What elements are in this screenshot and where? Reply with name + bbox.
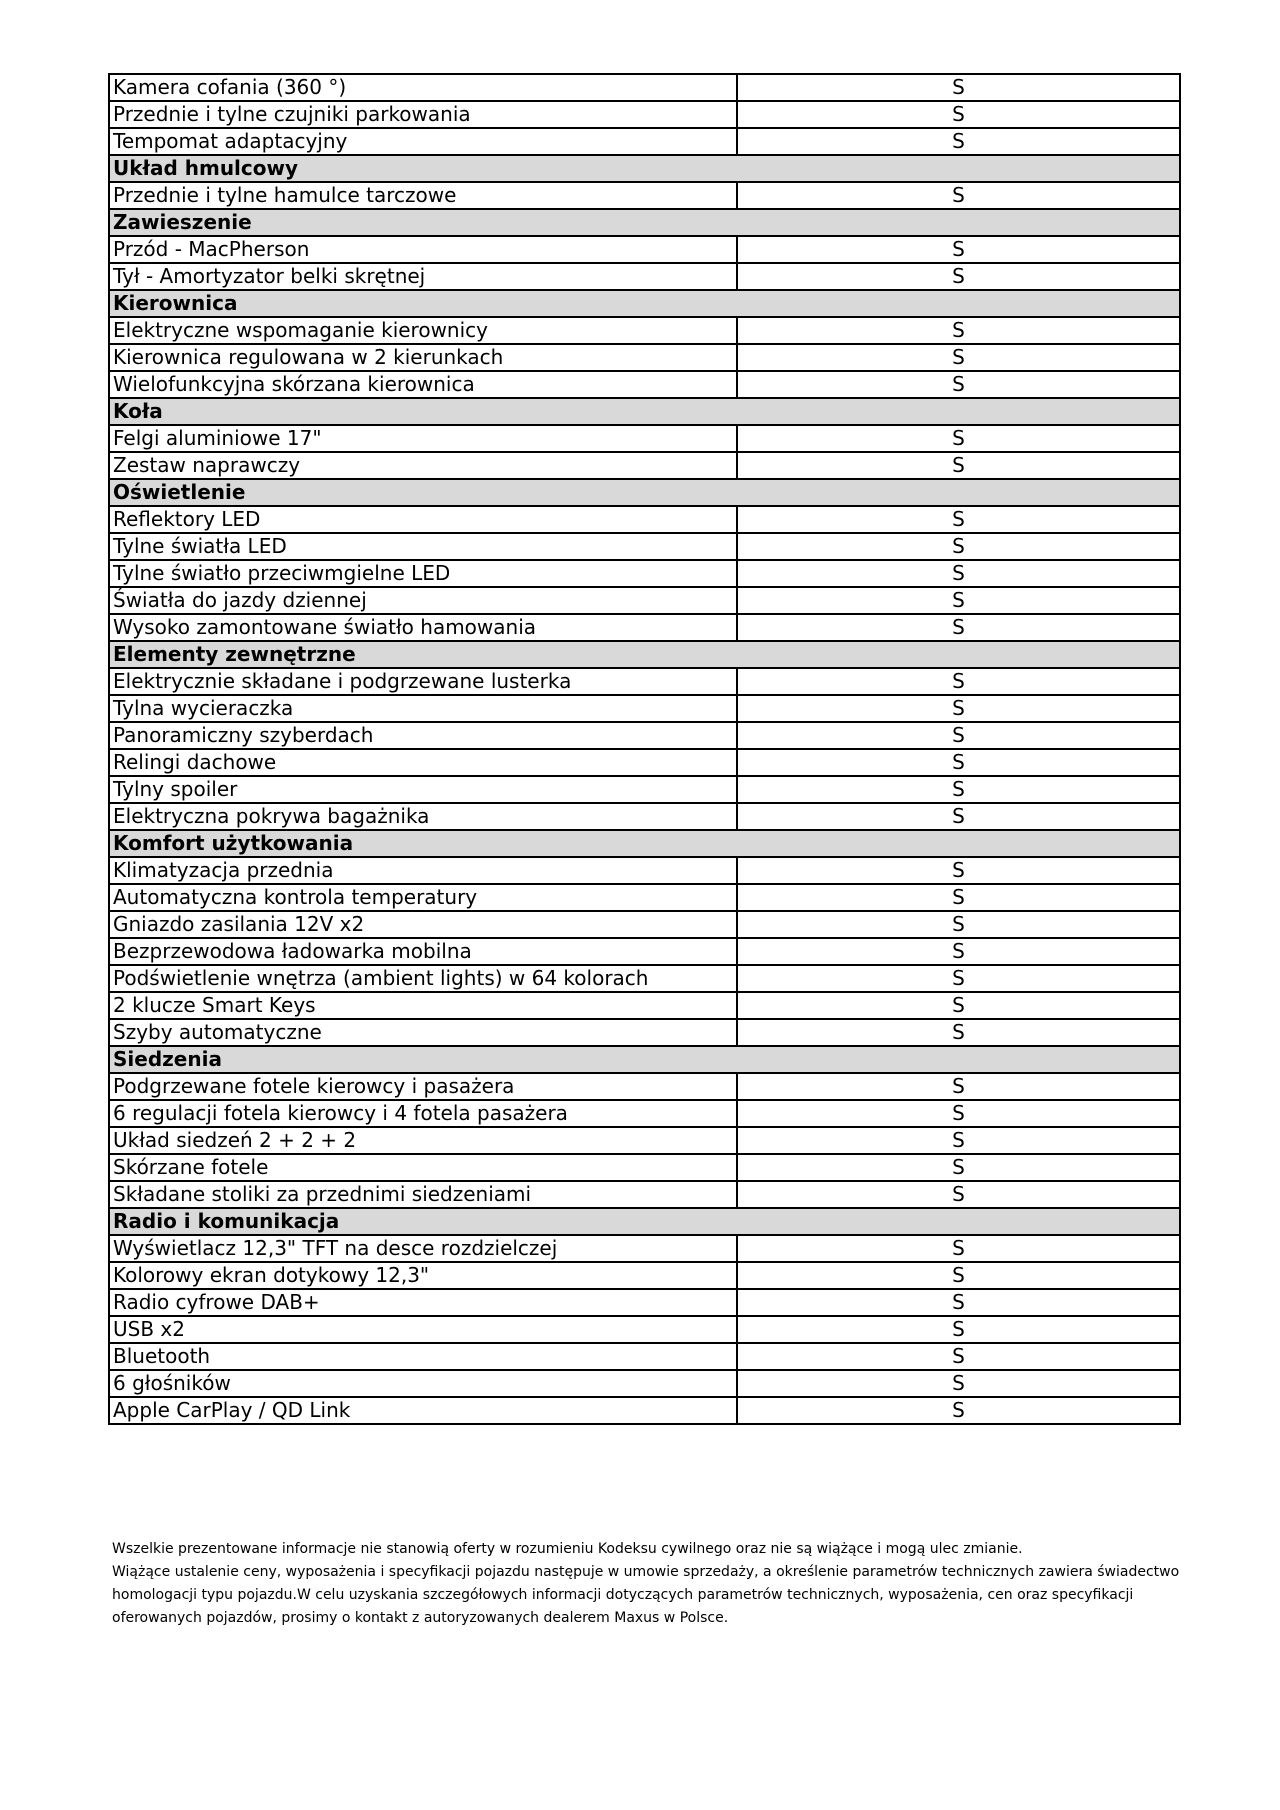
table-row [109, 857, 1180, 884]
feature-name: Automatyczna kontrola temperatury [109, 884, 737, 911]
table-row [109, 911, 1180, 938]
feature-availability: S [737, 722, 1180, 749]
feature-name: Kierownica regulowana w 2 kierunkach [109, 344, 737, 371]
feature-availability: S [737, 776, 1180, 803]
feature-name: Bluetooth [109, 1343, 737, 1370]
feature-availability: S [737, 533, 1180, 560]
feature-availability: S [737, 317, 1180, 344]
feature-name: Relingi dachowe [109, 749, 737, 776]
feature-name: Przód - MacPherson [109, 236, 737, 263]
feature-name: Przednie i tylne czujniki parkowania [109, 101, 737, 128]
table-row [109, 722, 1180, 749]
feature-availability: S [737, 1397, 1180, 1424]
table-row [109, 1235, 1180, 1262]
disclaimer [112, 1538, 1187, 1630]
feature-availability: S [737, 1235, 1180, 1262]
table-row [109, 776, 1180, 803]
table-row [109, 1100, 1180, 1127]
feature-name: Kamera cofania (360 °) [109, 74, 737, 101]
feature-name: Tempomat adaptacyjny [109, 128, 737, 155]
table-row [109, 1019, 1180, 1046]
feature-name: Światła do jazdy dziennej [109, 587, 737, 614]
table-row [109, 803, 1180, 830]
section-title: Oświetlenie [109, 479, 1180, 506]
feature-availability: S [737, 182, 1180, 209]
table-row [109, 560, 1180, 587]
feature-name: Składane stoliki za przednimi siedzeniami [109, 1181, 737, 1208]
feature-name: Podświetlenie wnętrza (ambient lights) w 64 kolorach [109, 965, 737, 992]
feature-availability: S [737, 965, 1180, 992]
feature-availability: S [737, 803, 1180, 830]
feature-availability: S [737, 992, 1180, 1019]
table-row [109, 965, 1180, 992]
feature-availability: S [737, 938, 1180, 965]
feature-availability: S [737, 1289, 1180, 1316]
table-row [109, 533, 1180, 560]
section-header-row [109, 1208, 1180, 1235]
table-row [109, 452, 1180, 479]
feature-availability: S [737, 506, 1180, 533]
section-title: Komfort użytkowania [109, 830, 1180, 857]
feature-availability: S [737, 911, 1180, 938]
feature-availability: S [737, 1019, 1180, 1046]
feature-availability: S [737, 1181, 1180, 1208]
section-header-row [109, 479, 1180, 506]
disclaimer-line-1: Wszelkie prezentowane informacje nie stanowią oferty w rozumieniu Kodeksu cywilnego oraz nie są wiążące i mogą ulec zmianie. [112, 1541, 1023, 1557]
table-row [109, 344, 1180, 371]
section-title: Radio i komunikacja [109, 1208, 1180, 1235]
section-header-row [109, 830, 1180, 857]
table-row [109, 1343, 1180, 1370]
section-header-row [109, 641, 1180, 668]
feature-name: Podgrzewane fotele kierowcy i pasażera [109, 1073, 737, 1100]
table-row [109, 1154, 1180, 1181]
table-row [109, 74, 1180, 101]
feature-name: Bezprzewodowa ładowarka mobilna [109, 938, 737, 965]
feature-availability: S [737, 101, 1180, 128]
section-title: Kierownica [109, 290, 1180, 317]
table-row [109, 1316, 1180, 1343]
feature-name: Przednie i tylne hamulce tarczowe [109, 182, 737, 209]
table-row [109, 506, 1180, 533]
feature-availability: S [737, 1343, 1180, 1370]
table-row [109, 1370, 1180, 1397]
feature-name: Radio cyfrowe DAB+ [109, 1289, 737, 1316]
feature-name: Wysoko zamontowane światło hamowania [109, 614, 737, 641]
feature-availability: S [737, 452, 1180, 479]
feature-name: 2 klucze Smart Keys [109, 992, 737, 1019]
section-header-row [109, 398, 1180, 425]
feature-availability: S [737, 1100, 1180, 1127]
feature-availability: S [737, 884, 1180, 911]
equipment-table-body [109, 74, 1180, 1424]
feature-name: Gniazdo zasilania 12V x2 [109, 911, 737, 938]
feature-availability: S [737, 560, 1180, 587]
feature-availability: S [737, 1073, 1180, 1100]
feature-availability: S [737, 668, 1180, 695]
feature-name: Tył - Amortyzator belki skrętnej [109, 263, 737, 290]
table-row [109, 1289, 1180, 1316]
feature-availability: S [737, 344, 1180, 371]
feature-name: Reflektory LED [109, 506, 737, 533]
table-row [109, 1073, 1180, 1100]
table-row [109, 425, 1180, 452]
feature-name: Elektrycznie składane i podgrzewane lusterka [109, 668, 737, 695]
feature-name: 6 głośników [109, 1370, 737, 1397]
feature-name: Tylne światło przeciwmgielne LED [109, 560, 737, 587]
feature-availability: S [737, 749, 1180, 776]
table-row [109, 587, 1180, 614]
section-title: Siedzenia [109, 1046, 1180, 1073]
feature-name: Felgi aluminiowe 17" [109, 425, 737, 452]
table-row [109, 938, 1180, 965]
section-title: Koła [109, 398, 1180, 425]
table-row [109, 884, 1180, 911]
table-row [109, 236, 1180, 263]
feature-availability: S [737, 1316, 1180, 1343]
table-row [109, 992, 1180, 1019]
feature-name: Wyświetlacz 12,3" TFT na desce rozdzielczej [109, 1235, 737, 1262]
equipment-table [108, 73, 1181, 1425]
section-header-row [109, 1046, 1180, 1073]
feature-name: Tylna wycieraczka [109, 695, 737, 722]
table-row [109, 749, 1180, 776]
feature-name: Apple CarPlay / QD Link [109, 1397, 737, 1424]
feature-name: Elektryczna pokrywa bagażnika [109, 803, 737, 830]
feature-availability: S [737, 1262, 1180, 1289]
feature-availability: S [737, 74, 1180, 101]
feature-name: 6 regulacji fotela kierowcy i 4 fotela pasażera [109, 1100, 737, 1127]
feature-name: Klimatyzacja przednia [109, 857, 737, 884]
table-row [109, 371, 1180, 398]
table-row [109, 1397, 1180, 1424]
feature-name: Szyby automatyczne [109, 1019, 737, 1046]
section-header-row [109, 155, 1180, 182]
table-row [109, 1127, 1180, 1154]
feature-availability: S [737, 236, 1180, 263]
section-title: Zawieszenie [109, 209, 1180, 236]
feature-availability: S [737, 1370, 1180, 1397]
feature-availability: S [737, 1127, 1180, 1154]
table-row [109, 1181, 1180, 1208]
disclaimer-line-2: Wiążące ustalenie ceny, wyposażenia i specyfikacji pojazdu następuje w umowie sprzedaży, a określenie parametrów technicznych zawiera świadectwo homologacji typu pojazdu.W celu uzyskania szczegółowych informacji dotyczących parametrów technicznych, wyposażenia, cen oraz specyfikacji oferowanych pojazdów, prosimy o kontakt z autoryzowanych dealerem Maxus w Polsce. [112, 1564, 1180, 1626]
feature-availability: S [737, 371, 1180, 398]
feature-name: USB x2 [109, 1316, 737, 1343]
feature-name: Tylne światła LED [109, 533, 737, 560]
feature-name: Panoramiczny szyberdach [109, 722, 737, 749]
feature-name: Kolorowy ekran dotykowy 12,3" [109, 1262, 737, 1289]
table-row [109, 182, 1180, 209]
table-row [109, 614, 1180, 641]
section-header-row [109, 290, 1180, 317]
feature-availability: S [737, 263, 1180, 290]
section-title: Elementy zewnętrzne [109, 641, 1180, 668]
feature-name: Zestaw naprawczy [109, 452, 737, 479]
feature-name: Skórzane fotele [109, 1154, 737, 1181]
feature-availability: S [737, 128, 1180, 155]
feature-availability: S [737, 695, 1180, 722]
table-row [109, 128, 1180, 155]
feature-availability: S [737, 587, 1180, 614]
feature-availability: S [737, 1154, 1180, 1181]
feature-name: Tylny spoiler [109, 776, 737, 803]
feature-name: Elektryczne wspomaganie kierownicy [109, 317, 737, 344]
table-row [109, 1262, 1180, 1289]
feature-name: Układ siedzeń 2 + 2 + 2 [109, 1127, 737, 1154]
feature-availability: S [737, 425, 1180, 452]
feature-availability: S [737, 857, 1180, 884]
section-title: Układ hmulcowy [109, 155, 1180, 182]
table-row [109, 317, 1180, 344]
table-row [109, 101, 1180, 128]
section-header-row [109, 209, 1180, 236]
feature-availability: S [737, 614, 1180, 641]
table-row [109, 263, 1180, 290]
table-row [109, 668, 1180, 695]
table-row [109, 695, 1180, 722]
feature-name: Wielofunkcyjna skórzana kierownica [109, 371, 737, 398]
